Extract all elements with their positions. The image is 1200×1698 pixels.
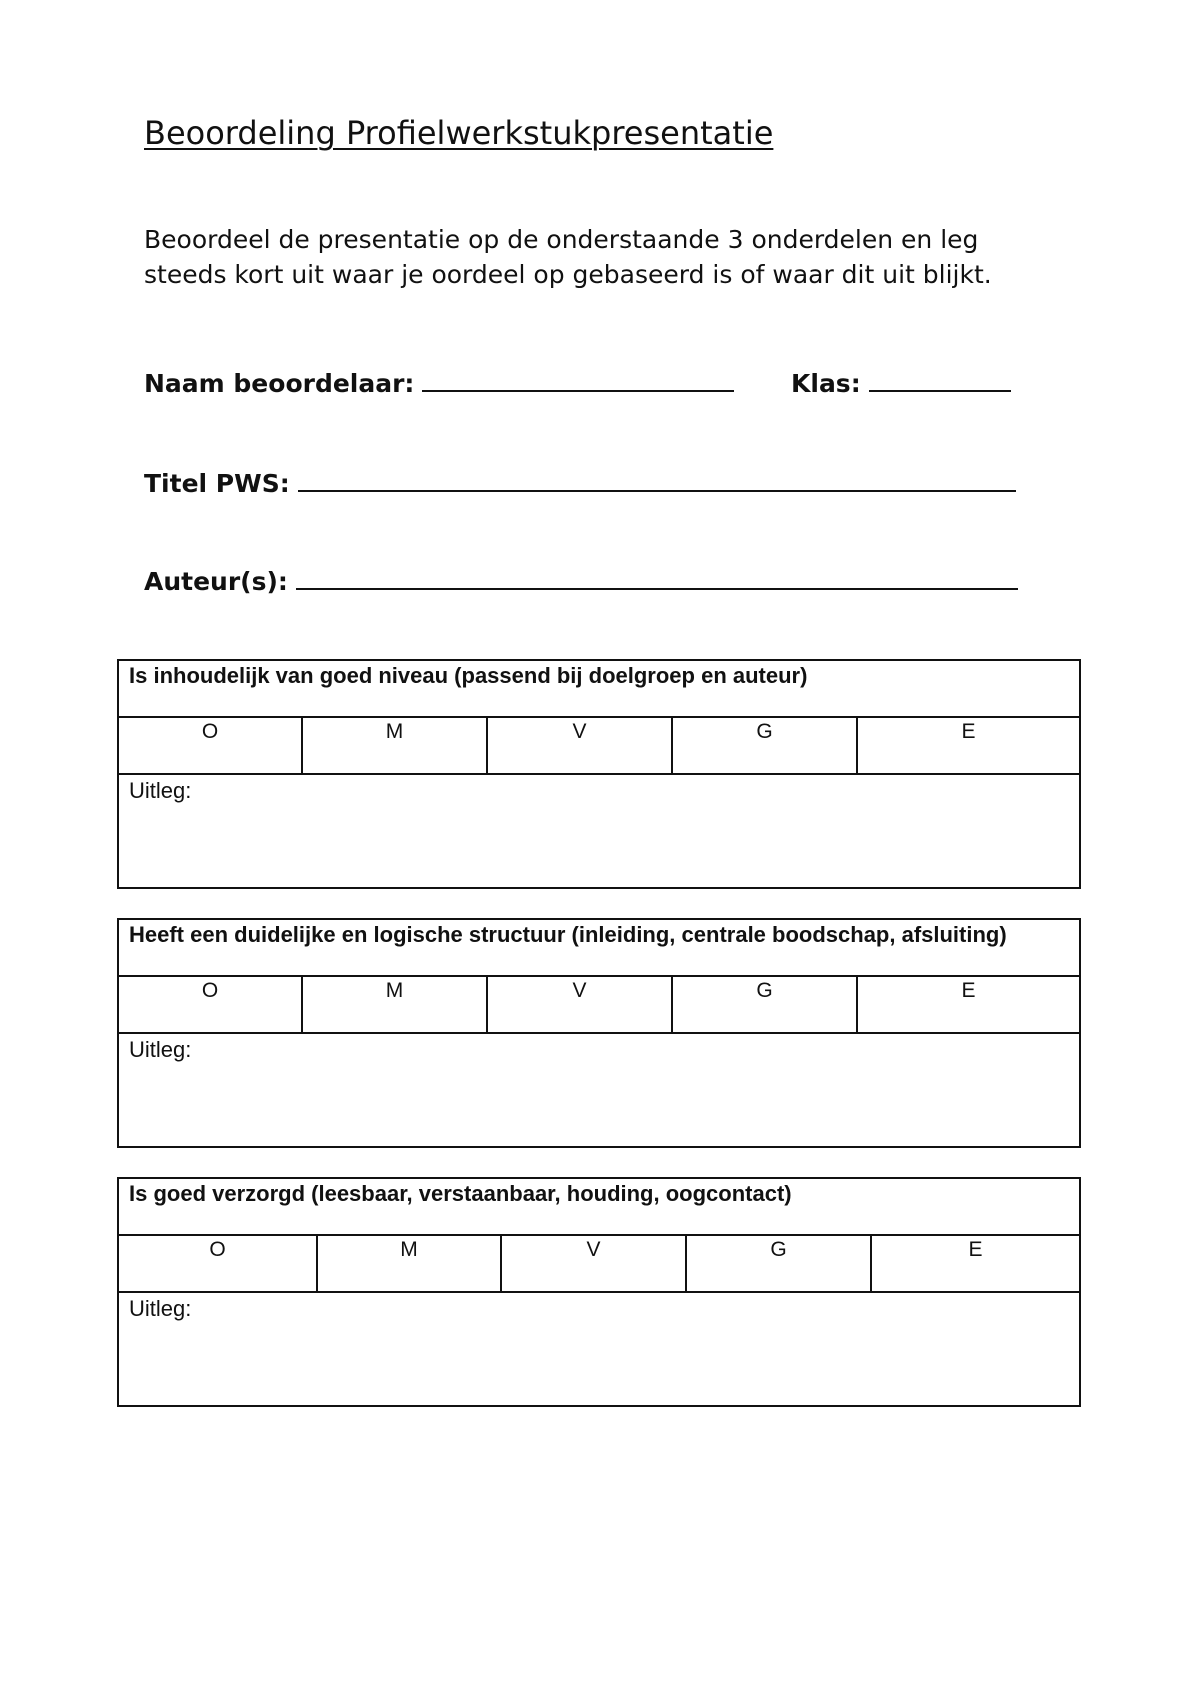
- rating-scale-row: [119, 1236, 1079, 1293]
- explanation-box[interactable]: [119, 1293, 1079, 1405]
- rating-option-m[interactable]: M: [303, 718, 488, 773]
- rating-option-m[interactable]: M: [303, 977, 488, 1032]
- criterion-table-presentation: [117, 1177, 1081, 1407]
- assessor-name-blank[interactable]: [422, 389, 734, 392]
- authors-label: Auteur(s):: [144, 567, 288, 596]
- rating-option-g[interactable]: G: [687, 1236, 872, 1291]
- rating-option-e[interactable]: E: [961, 720, 976, 743]
- pws-title-blank[interactable]: [298, 489, 1016, 492]
- rating-scale-row: [119, 718, 1079, 775]
- criterion-heading: Heeft een duidelijke en logische structuur (inleiding, centrale boodschap, afsluiting): [119, 920, 1079, 977]
- explanation-label: Uitleg:: [129, 778, 192, 803]
- instructions: [144, 222, 992, 292]
- assessor-name-field: [144, 362, 734, 398]
- class-field: [791, 362, 1011, 398]
- rating-option-v[interactable]: V: [488, 977, 673, 1032]
- class-blank[interactable]: [869, 389, 1011, 392]
- rating-option-o[interactable]: O: [119, 1236, 318, 1291]
- rating-option-o[interactable]: O: [119, 977, 303, 1032]
- authors-blank[interactable]: [296, 587, 1018, 590]
- explanation-box[interactable]: [119, 1034, 1079, 1146]
- rating-option-e[interactable]: E: [961, 979, 976, 1002]
- page-title: Beoordeling Profielwerkstukpresentatie: [144, 114, 774, 152]
- class-label: Klas:: [791, 369, 861, 398]
- criterion-table-content: [117, 659, 1081, 889]
- rating-option-g[interactable]: G: [673, 718, 858, 773]
- rating-option-e[interactable]: E: [968, 1238, 983, 1261]
- rating-option-m[interactable]: M: [318, 1236, 502, 1291]
- criterion-table-structure: [117, 918, 1081, 1148]
- pws-title-label: Titel PWS:: [144, 469, 290, 498]
- rating-option-o[interactable]: O: [119, 718, 303, 773]
- explanation-box[interactable]: [119, 775, 1079, 887]
- criterion-heading: Is goed verzorgd (leesbaar, verstaanbaar, houding, oogcontact): [119, 1179, 1079, 1236]
- pws-title-field: [144, 462, 1016, 498]
- criterion-heading: Is inhoudelijk van goed niveau (passend bij doelgroep en auteur): [119, 661, 1079, 718]
- explanation-label: Uitleg:: [129, 1296, 192, 1321]
- instructions-line: Beoordeel de presentatie op de onderstaande 3 onderdelen en leg: [144, 225, 979, 254]
- rating-scale-row: [119, 977, 1079, 1034]
- assessor-name-label: Naam beoordelaar:: [144, 369, 415, 398]
- rating-option-v[interactable]: V: [488, 718, 673, 773]
- explanation-label: Uitleg:: [129, 1037, 192, 1062]
- rating-option-v[interactable]: V: [502, 1236, 687, 1291]
- rating-option-g[interactable]: G: [673, 977, 858, 1032]
- authors-field: [144, 560, 1018, 596]
- instructions-line: steeds kort uit waar je oordeel op gebaseerd is of waar dit uit blijkt.: [144, 260, 992, 289]
